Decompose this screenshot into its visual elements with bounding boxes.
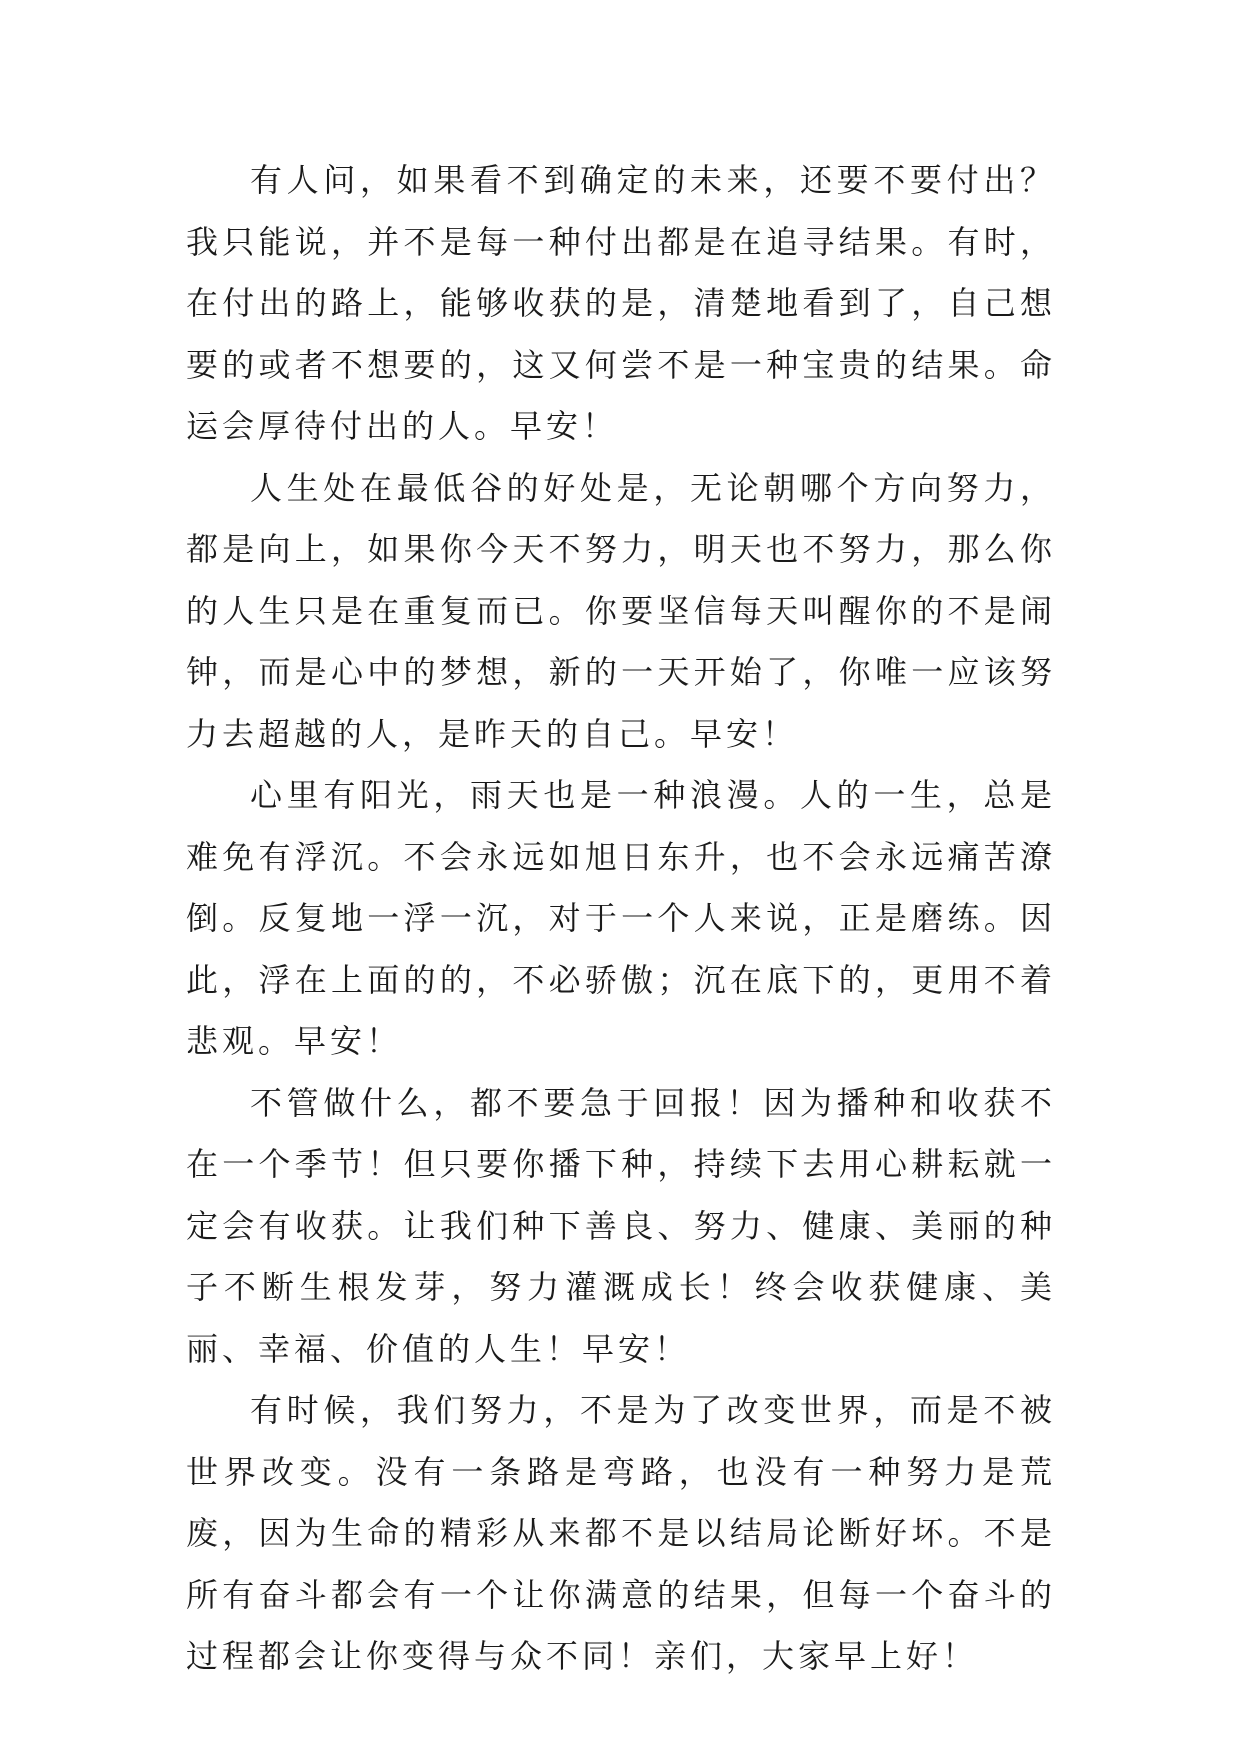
document-body: [186, 150, 1056, 1688]
paragraph-5: 有时候，我们努力，不是为了改变世界，而是不被世界改变。没有一条路是弯路，也没有一种努力是荒废，因为生命的精彩从来都不是以结局论断好坏。不是所有奋斗都会有一个让你满意的结果，但每一个奋斗的过程都会让你变得与众不同！亲们，大家早上好！: [186, 1391, 1056, 1675]
paragraph-1: 有人问，如果看不到确定的未来，还要不要付出？我只能说，并不是每一种付出都是在追寻结果。有时，在付出的路上，能够收获的是，清楚地看到了，自己想要的或者不想要的，这又何尝不是一种宝贵的结果。命运会厚待付出的人。早安！: [186, 161, 1056, 445]
paragraph-2: 人生处在最低谷的好处是，无论朝哪个方向努力，都是向上，如果你今天不努力，明天也不努力，那么你的人生只是在重复而已。你要坚信每天叫醒你的不是闹钟，而是心中的梦想，新的一天开始了，你唯一应该努力去超越的人，是昨天的自己。早安！: [186, 468, 1056, 753]
paragraph-4: 不管做什么，都不要急于回报！因为播种和收获不在一个季节！但只要你播下种，持续下去用心耕耘就一定会有收获。让我们种下善良、努力、健康、美丽的种子不断生根发芽，努力灌溉成长！终会收获健康、美丽、幸福、价值的人生！早安！: [186, 1083, 1056, 1368]
paragraph-3: 心里有阳光，雨天也是一种浪漫。人的一生，总是难免有浮沉。不会永远如旭日东升，也不会永远痛苦潦倒。反复地一浮一沉，对于一个人来说，正是磨练。因此，浮在上面的的，不必骄傲；沉在底下的，更用不着悲观。早安！: [186, 776, 1056, 1060]
